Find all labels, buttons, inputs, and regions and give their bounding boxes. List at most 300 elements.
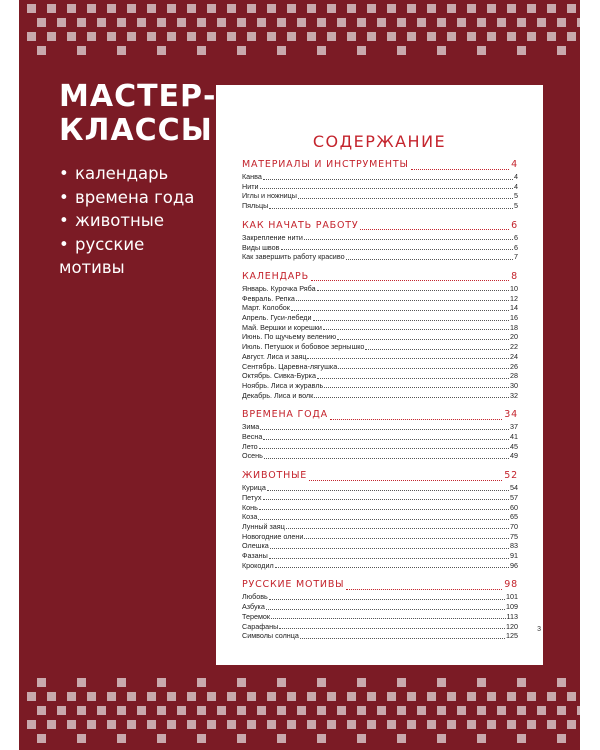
- toc-entry-page: 96: [510, 560, 518, 570]
- stitch-square: [37, 706, 46, 715]
- stitch-square: [357, 706, 366, 715]
- toc-entry-title: Март. Колобок: [242, 303, 290, 313]
- toc-entry-page: 18: [510, 322, 518, 332]
- toc-entry-title: Декабрь. Лиса и волк: [242, 390, 314, 400]
- toc-section-page: 34: [504, 409, 518, 421]
- stitch-square: [67, 720, 76, 729]
- toc-entry-page: 41: [510, 432, 518, 441]
- promo-title: [59, 80, 216, 148]
- promo-item-label: календарь: [75, 164, 169, 183]
- toc-entry-page: 24: [510, 351, 518, 361]
- stitch-square: [467, 32, 476, 41]
- dot-leader: [317, 373, 509, 379]
- toc-entry-title: Петух: [242, 492, 262, 502]
- stitch-square: [367, 4, 376, 13]
- stitch-square: [407, 32, 416, 41]
- stitch-square: [267, 4, 276, 13]
- stitch-square: [517, 706, 526, 715]
- toc-entry-page: 75: [510, 531, 518, 541]
- dot-leader: [281, 244, 514, 250]
- stitch-square: [507, 32, 516, 41]
- stitch-square: [167, 720, 176, 729]
- toc-entry: [242, 362, 518, 371]
- toc-entry: [242, 541, 518, 550]
- stitch-square: [227, 692, 236, 701]
- toc-entry-title: Июль. Петушок и бобовое зернышко: [242, 342, 365, 352]
- stitch-square: [567, 4, 576, 13]
- stitch-pattern-top: [19, 0, 580, 62]
- stitch-square: [57, 706, 66, 715]
- stitch-square: [237, 678, 246, 687]
- dot-leader: [338, 363, 509, 369]
- stitch-square: [457, 18, 466, 27]
- stitch-square: [477, 46, 486, 55]
- stitch-square: [347, 720, 356, 729]
- toc-entry-page: 91: [510, 551, 518, 560]
- dot-leader: [337, 334, 509, 340]
- toc-entry-page: 10: [510, 283, 518, 293]
- stitch-square: [487, 720, 496, 729]
- toc-entry: [242, 551, 518, 560]
- toc-entry-title: Сарафаны: [242, 621, 279, 631]
- dot-leader: [263, 434, 509, 440]
- stitch-square: [477, 734, 486, 743]
- dot-leader: [323, 324, 509, 330]
- stitch-square: [547, 4, 556, 13]
- stitch-square: [407, 692, 416, 701]
- stitch-square: [37, 46, 46, 55]
- stitch-square: [197, 46, 206, 55]
- stitch-square: [237, 706, 246, 715]
- toc-entry: [242, 442, 518, 451]
- toc-entry-page: 54: [510, 483, 518, 493]
- toc-entry-page: 65: [510, 512, 518, 522]
- stitch-square: [317, 18, 326, 27]
- stitch-square: [557, 706, 566, 715]
- toc-entry: [242, 182, 518, 191]
- stitch-square: [517, 18, 526, 27]
- dot-leader: [300, 633, 505, 639]
- stitch-square: [247, 4, 256, 13]
- toc-entry-page: 32: [510, 390, 518, 400]
- dot-leader: [286, 523, 509, 529]
- stitch-square: [197, 734, 206, 743]
- dot-leader: [311, 272, 509, 281]
- toc-entry-title: Июнь. По щучьему велению: [242, 332, 337, 342]
- stitch-square: [487, 692, 496, 701]
- stitch-square: [267, 720, 276, 729]
- stitch-square: [487, 4, 496, 13]
- stitch-square: [397, 706, 406, 715]
- dot-leader: [317, 285, 509, 291]
- toc-section-title: РУССКИЕ МОТИВЫ: [242, 579, 345, 591]
- toc-entry-title: Апрель. Гуси-лебеди: [242, 313, 312, 322]
- toc-entry-title: Август. Лиса и заяц: [242, 351, 307, 361]
- stitch-square: [137, 18, 146, 27]
- toc-entry: [242, 371, 518, 380]
- stitch-square: [417, 18, 426, 27]
- stitch-square: [367, 720, 376, 729]
- stitch-square: [267, 692, 276, 701]
- stitch-square: [247, 32, 256, 41]
- promo-item: [59, 162, 216, 186]
- toc-entry-title: Закрепление нити: [242, 232, 303, 242]
- toc-entry: [242, 284, 518, 293]
- stitch-square: [367, 32, 376, 41]
- toc-section-title: КАК НАЧАТЬ РАБОТУ: [242, 219, 359, 231]
- stitch-square: [277, 706, 286, 715]
- stitch-square: [207, 4, 216, 13]
- toc-entry-title: Лето: [242, 441, 258, 451]
- stitch-square: [397, 734, 406, 743]
- toc-entry-title: Новогодние олени: [242, 531, 304, 541]
- toc-entry: [242, 631, 518, 640]
- stitch-square: [517, 678, 526, 687]
- dot-leader: [270, 543, 509, 549]
- stitch-square: [327, 4, 336, 13]
- page-number: 3: [537, 626, 541, 633]
- stitch-square: [467, 720, 476, 729]
- promo-block: [59, 80, 216, 280]
- stitch-square: [287, 4, 296, 13]
- toc-section: [242, 271, 518, 285]
- stitch-square: [447, 32, 456, 41]
- stitch-square: [157, 18, 166, 27]
- toc-entry-title: Нити: [242, 181, 259, 191]
- bullet-icon: •: [59, 187, 69, 207]
- toc-entry: [242, 233, 518, 242]
- stitch-square: [547, 692, 556, 701]
- promo-item: [59, 186, 216, 210]
- toc-entry: [242, 391, 518, 400]
- dot-leader: [304, 533, 509, 539]
- stitch-square: [217, 18, 226, 27]
- stitch-square: [477, 678, 486, 687]
- stitch-square: [187, 720, 196, 729]
- stitch-square: [117, 706, 126, 715]
- toc-entry: [242, 483, 518, 492]
- stitch-square: [187, 692, 196, 701]
- bullet-icon: •: [59, 211, 69, 230]
- stitch-square: [307, 692, 316, 701]
- stitch-square: [517, 734, 526, 743]
- stitch-square: [157, 678, 166, 687]
- stitch-square: [537, 18, 546, 27]
- bullet-icon: •: [59, 164, 69, 183]
- stitch-square: [347, 4, 356, 13]
- toc-entry: [242, 432, 518, 441]
- toc-entry-title: Сентябрь. Царевна-лягушка: [242, 361, 338, 371]
- stitch-square: [297, 18, 306, 27]
- toc-entry-page: 37: [510, 422, 518, 432]
- promo-item-label: мотивы: [59, 258, 125, 277]
- stitch-square: [567, 692, 576, 701]
- stitch-square: [307, 32, 316, 41]
- stitch-square: [87, 4, 96, 13]
- stitch-square: [387, 4, 396, 13]
- dot-leader: [304, 234, 513, 240]
- toc-entry-title: Теремок: [242, 611, 271, 621]
- stitch-square: [187, 4, 196, 13]
- dot-leader: [263, 494, 510, 500]
- toc-entry-page: 7: [514, 252, 518, 262]
- toc-entry: [242, 342, 518, 351]
- stitch-square: [427, 4, 436, 13]
- toc-section: [242, 579, 518, 593]
- stitch-square: [477, 18, 486, 27]
- stitch-square: [127, 4, 136, 13]
- stitch-square: [107, 32, 116, 41]
- stitch-square: [347, 692, 356, 701]
- dot-leader: [296, 295, 509, 301]
- stitch-square: [437, 706, 446, 715]
- stitch-square: [397, 18, 406, 27]
- stitch-square: [357, 734, 366, 743]
- stitch-square: [557, 678, 566, 687]
- toc-entry-page: 4: [514, 172, 518, 181]
- stitch-square: [407, 720, 416, 729]
- stitch-square: [507, 692, 516, 701]
- toc-entry-title: Май. Вершки и корешки: [242, 322, 322, 332]
- stitch-square: [237, 46, 246, 55]
- stitch-square: [257, 18, 266, 27]
- toc-entry-page: 12: [510, 293, 518, 303]
- stitch-square: [227, 4, 236, 13]
- toc-entry-title: Виды швов: [242, 242, 280, 252]
- toc-entry-page: 49: [510, 451, 518, 461]
- toc-section: [242, 470, 518, 484]
- stitch-square: [137, 706, 146, 715]
- stitch-square: [197, 18, 206, 27]
- toc-entry: [242, 303, 518, 312]
- dot-leader: [330, 411, 502, 420]
- toc-entry-title: Как завершить работу красиво: [242, 252, 345, 262]
- promo-item-label: русские: [75, 234, 145, 254]
- toc-entry-title: Зима: [242, 422, 260, 432]
- stitch-square: [37, 18, 46, 27]
- dot-leader: [275, 562, 509, 568]
- stitch-square: [337, 18, 346, 27]
- stitch-square: [27, 4, 36, 13]
- dot-leader: [269, 594, 505, 600]
- stitch-square: [397, 46, 406, 55]
- stitch-square: [427, 720, 436, 729]
- stitch-square: [437, 734, 446, 743]
- toc-entry: [242, 592, 518, 601]
- stitch-square: [357, 678, 366, 687]
- toc-entry-title: Канва: [242, 172, 262, 181]
- toc-entry-page: 6: [514, 232, 518, 242]
- toc-entry-title: Январь. Курочка Ряба: [242, 283, 316, 293]
- stitch-square: [337, 706, 346, 715]
- stitch-square: [557, 18, 566, 27]
- toc-entry-title: Лунный заяц: [242, 521, 285, 531]
- stitch-square: [187, 32, 196, 41]
- stitch-square: [87, 32, 96, 41]
- stitch-square: [107, 692, 116, 701]
- dot-leader: [309, 472, 502, 481]
- stitch-square: [557, 46, 566, 55]
- dot-leader: [260, 424, 509, 430]
- stitch-square: [327, 32, 336, 41]
- stitch-square: [527, 692, 536, 701]
- stitch-square: [157, 734, 166, 743]
- stitch-square: [567, 32, 576, 41]
- toc-entry: [242, 512, 518, 521]
- toc-entry-title: Пяльцы: [242, 201, 269, 211]
- stitch-square: [97, 706, 106, 715]
- dot-leader: [269, 553, 509, 559]
- stitch-square: [97, 18, 106, 27]
- stitch-square: [227, 32, 236, 41]
- stitch-square: [317, 46, 326, 55]
- stitch-square: [447, 4, 456, 13]
- toc-entry-page: 57: [510, 492, 518, 502]
- toc-entry-page: 20: [510, 332, 518, 342]
- stitch-square: [317, 734, 326, 743]
- stitch-square: [437, 678, 446, 687]
- stitch-square: [467, 4, 476, 13]
- toc-entry-page: 28: [510, 371, 518, 381]
- toc-entry: [242, 451, 518, 460]
- toc-entry-page: 83: [510, 541, 518, 551]
- stitch-square: [277, 678, 286, 687]
- stitch-square: [387, 32, 396, 41]
- stitch-square: [477, 706, 486, 715]
- stitch-square: [147, 692, 156, 701]
- toc-section: [242, 220, 518, 234]
- stitch-square: [27, 720, 36, 729]
- toc-entry-page: 22: [510, 342, 518, 352]
- stitch-square: [207, 32, 216, 41]
- stitch-square: [277, 18, 286, 27]
- toc-entry-page: 26: [510, 361, 518, 371]
- stitch-square: [387, 692, 396, 701]
- stitch-square: [197, 678, 206, 687]
- dot-leader: [260, 183, 513, 189]
- stitch-square: [167, 32, 176, 41]
- stitch-square: [277, 46, 286, 55]
- stitch-square: [87, 692, 96, 701]
- stitch-square: [117, 678, 126, 687]
- toc-entry-page: 60: [510, 502, 518, 512]
- stitch-square: [47, 4, 56, 13]
- stitch-square: [497, 706, 506, 715]
- dot-leader: [346, 581, 502, 590]
- stitch-square: [347, 32, 356, 41]
- toc-entry-page: 5: [514, 201, 518, 211]
- toc-entry: [242, 493, 518, 502]
- toc-entry: [242, 201, 518, 210]
- bullet-icon: •: [59, 234, 69, 254]
- dot-leader: [264, 453, 509, 459]
- toc-entry: [242, 332, 518, 341]
- toc-entry-page: 4: [514, 181, 518, 191]
- toc-entry-title: Коза: [242, 512, 258, 522]
- toc-section-title: ВРЕМЕНА ГОДА: [242, 409, 328, 421]
- toc-entry-page: 109: [506, 602, 518, 612]
- stitch-square: [77, 18, 86, 27]
- toc-entry: [242, 313, 518, 322]
- dot-leader: [279, 623, 505, 629]
- stitch-square: [77, 734, 86, 743]
- stitch-square: [307, 4, 316, 13]
- promo-title-line: КЛАССЫ: [59, 113, 213, 148]
- stitch-square: [117, 18, 126, 27]
- toc-section-title: МАТЕРИАЛЫ И ИНСТРУМЕНТЫ: [242, 159, 409, 170]
- toc-entry: [242, 561, 518, 570]
- stitch-square: [297, 706, 306, 715]
- stitch-square: [247, 720, 256, 729]
- stitch-square: [457, 706, 466, 715]
- stitch-square: [227, 720, 236, 729]
- stitch-square: [467, 692, 476, 701]
- toc-entry: [242, 191, 518, 200]
- stitch-square: [247, 692, 256, 701]
- toc-entry-page: 125: [506, 631, 518, 641]
- stitch-square: [287, 32, 296, 41]
- stitch-square: [327, 720, 336, 729]
- stitch-square: [157, 706, 166, 715]
- promo-title-line: МАСТЕР-: [59, 79, 217, 114]
- stitch-square: [67, 692, 76, 701]
- promo-item-continued: [59, 256, 216, 280]
- toc-entry-title: Любовь: [242, 592, 268, 602]
- toc-entry-title: Фазаны: [242, 551, 268, 560]
- stitch-square: [437, 18, 446, 27]
- toc-entry-page: 5: [514, 191, 518, 201]
- toc-heading: СОДЕРЖАНИЕ: [312, 132, 447, 151]
- stitch-square: [427, 692, 436, 701]
- stitch-square: [67, 4, 76, 13]
- toc-entry: [242, 503, 518, 512]
- stitch-square: [277, 734, 286, 743]
- stitch-square: [287, 692, 296, 701]
- dot-leader: [298, 193, 513, 199]
- stitch-square: [317, 706, 326, 715]
- stitch-square: [367, 692, 376, 701]
- toc-section: [242, 409, 518, 423]
- stitch-square: [87, 720, 96, 729]
- dot-leader: [360, 221, 509, 230]
- toc-entry: [242, 602, 518, 611]
- stitch-square: [577, 706, 580, 715]
- stitch-square: [417, 706, 426, 715]
- stitch-square: [387, 720, 396, 729]
- toc-entry-page: 120: [506, 621, 518, 631]
- toc-section-page: 8: [511, 270, 518, 282]
- dot-leader: [346, 254, 513, 260]
- stitch-square: [107, 4, 116, 13]
- toc-entry: [242, 352, 518, 361]
- toc-section-page: 52: [504, 470, 518, 482]
- stitch-square: [547, 32, 556, 41]
- toc-entry-title: Ноябрь. Лиса и журавль: [242, 380, 324, 390]
- stitch-square: [257, 706, 266, 715]
- dot-leader: [258, 514, 509, 520]
- promo-item-label: животные: [75, 211, 164, 230]
- dot-leader: [307, 353, 509, 359]
- toc-entry-page: 14: [510, 303, 518, 313]
- toc-entry-title: Февраль. Репка: [242, 293, 295, 303]
- dot-leader: [259, 443, 509, 449]
- stitch-square: [157, 46, 166, 55]
- toc-entry: [242, 172, 518, 181]
- toc-entry-title: Иглы и ножницы: [242, 191, 297, 201]
- toc-entry: [242, 381, 518, 390]
- toc-entry-page: 70: [510, 521, 518, 531]
- stitch-square: [577, 18, 580, 27]
